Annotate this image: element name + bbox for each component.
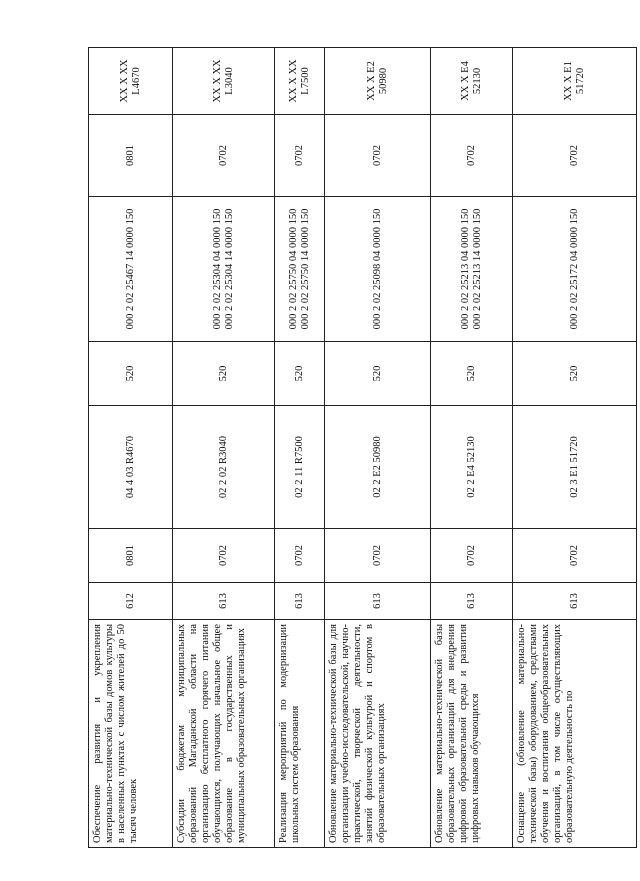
section-cell: 0801 [89, 529, 173, 583]
purpose-cell: Реализация мероприятий по модернизации школьных систем образования [275, 620, 325, 848]
transfer-type-cell: 520 [325, 342, 431, 406]
transfer-type-cell: 520 [173, 342, 275, 406]
revenue-code-cell [275, 197, 325, 342]
revenue-code-line: 000 2 02 25172 04 0000 150 [568, 208, 580, 330]
target-article-cell: 04 4 03 R4670 [89, 406, 173, 529]
target-article-cell: 02 2 02 R3040 [173, 406, 275, 529]
purpose-cell: Обновление материально-технической базы для организации учебно-исследовательской, научно-практической, творческой деятельности, занятий физической культурой и спортом в образовательных организациях [325, 620, 431, 848]
rotated-table-container [88, 48, 636, 848]
revenue-code-line: 000 2 02 25750 14 0000 150 [299, 208, 311, 330]
revenue-code-cell [173, 197, 275, 342]
table-row [431, 48, 513, 848]
expense-type-cell: 612 [89, 583, 173, 620]
recipient-section-cell: 0702 [325, 115, 431, 197]
recipient-code-cell: XX X E2 50980 [325, 48, 431, 115]
transfer-type-cell: 520 [89, 342, 173, 406]
table-row [513, 48, 637, 848]
target-article-cell: 02 2 E4 52130 [431, 406, 513, 529]
transfer-type-cell: 520 [513, 342, 637, 406]
expense-type-cell: 613 [275, 583, 325, 620]
target-article-cell: 02 2 E2 50980 [325, 406, 431, 529]
section-cell: 0702 [275, 529, 325, 583]
recipient-section-cell: 0702 [275, 115, 325, 197]
table-row [275, 48, 325, 848]
table-row [173, 48, 275, 848]
recipient-section-cell: 0801 [89, 115, 173, 197]
purpose-cell: Субсидии бюджетам муниципальных образований Магаданской области на организацию бесплатного горячего питания обучающихся, получающих начальное общее образование в государственных и муниципальных образовательных организациях [173, 620, 275, 848]
recipient-code-cell: XX X XX L3040 [173, 48, 275, 115]
revenue-code-line: 000 2 02 25098 04 0000 150 [371, 208, 383, 330]
transfer-type-cell: 520 [275, 342, 325, 406]
target-article-cell: 02 3 E1 51720 [513, 406, 637, 529]
expense-type-cell: 613 [173, 583, 275, 620]
revenue-code-line: 000 2 02 25304 04 0000 150 [211, 208, 223, 330]
purpose-cell: Обновление материально-технической базы образовательных организаций для внедрения цифровой образовательной среды и развития цифровых навыков обучающихся [431, 620, 513, 848]
revenue-code-line: 000 2 02 25213 04 0000 150 [459, 208, 471, 330]
purpose-cell: Обеспечение развития и укрепления материально-технической базы домов культуры в населенных пунктах с числом жителей до 50 тысяч человек [89, 620, 173, 848]
recipient-section-cell: 0702 [431, 115, 513, 197]
budget-codes-table [88, 47, 637, 848]
recipient-section-cell: 0702 [173, 115, 275, 197]
table-row [325, 48, 431, 848]
revenue-code-line: 000 2 02 25750 04 0000 150 [287, 208, 299, 330]
recipient-section-cell: 0702 [513, 115, 637, 197]
revenue-code-cell [513, 197, 637, 342]
section-cell: 0702 [431, 529, 513, 583]
expense-type-cell: 613 [325, 583, 431, 620]
revenue-code-line: 000 2 02 25304 14 0000 150 [223, 208, 235, 330]
revenue-code-cell [325, 197, 431, 342]
recipient-code-cell: XX X E1 51720 [513, 48, 637, 115]
recipient-code-cell: XX X XX L4670 [89, 48, 173, 115]
section-cell: 0702 [173, 529, 275, 583]
recipient-code-cell: XX X E4 52130 [431, 48, 513, 115]
revenue-code-line: 000 2 02 25467 14 0000 150 [124, 208, 136, 330]
section-cell: 0702 [325, 529, 431, 583]
table-row [89, 48, 173, 848]
revenue-code-cell [89, 197, 173, 342]
expense-type-cell: 613 [431, 583, 513, 620]
recipient-code-cell: XX X XX L7500 [275, 48, 325, 115]
target-article-cell: 02 2 11 R7500 [275, 406, 325, 529]
expense-type-cell: 613 [513, 583, 637, 620]
transfer-type-cell: 520 [431, 342, 513, 406]
revenue-code-cell [431, 197, 513, 342]
section-cell: 0702 [513, 529, 637, 583]
revenue-code-line: 000 2 02 25213 14 0000 150 [471, 208, 483, 330]
purpose-cell: Оснащение (обновление материально-технической базы) оборудованием, средствами обучения и воспитания общеобразовательных организаций, в том числе осуществляющих образовательную деятельность по [513, 620, 637, 848]
